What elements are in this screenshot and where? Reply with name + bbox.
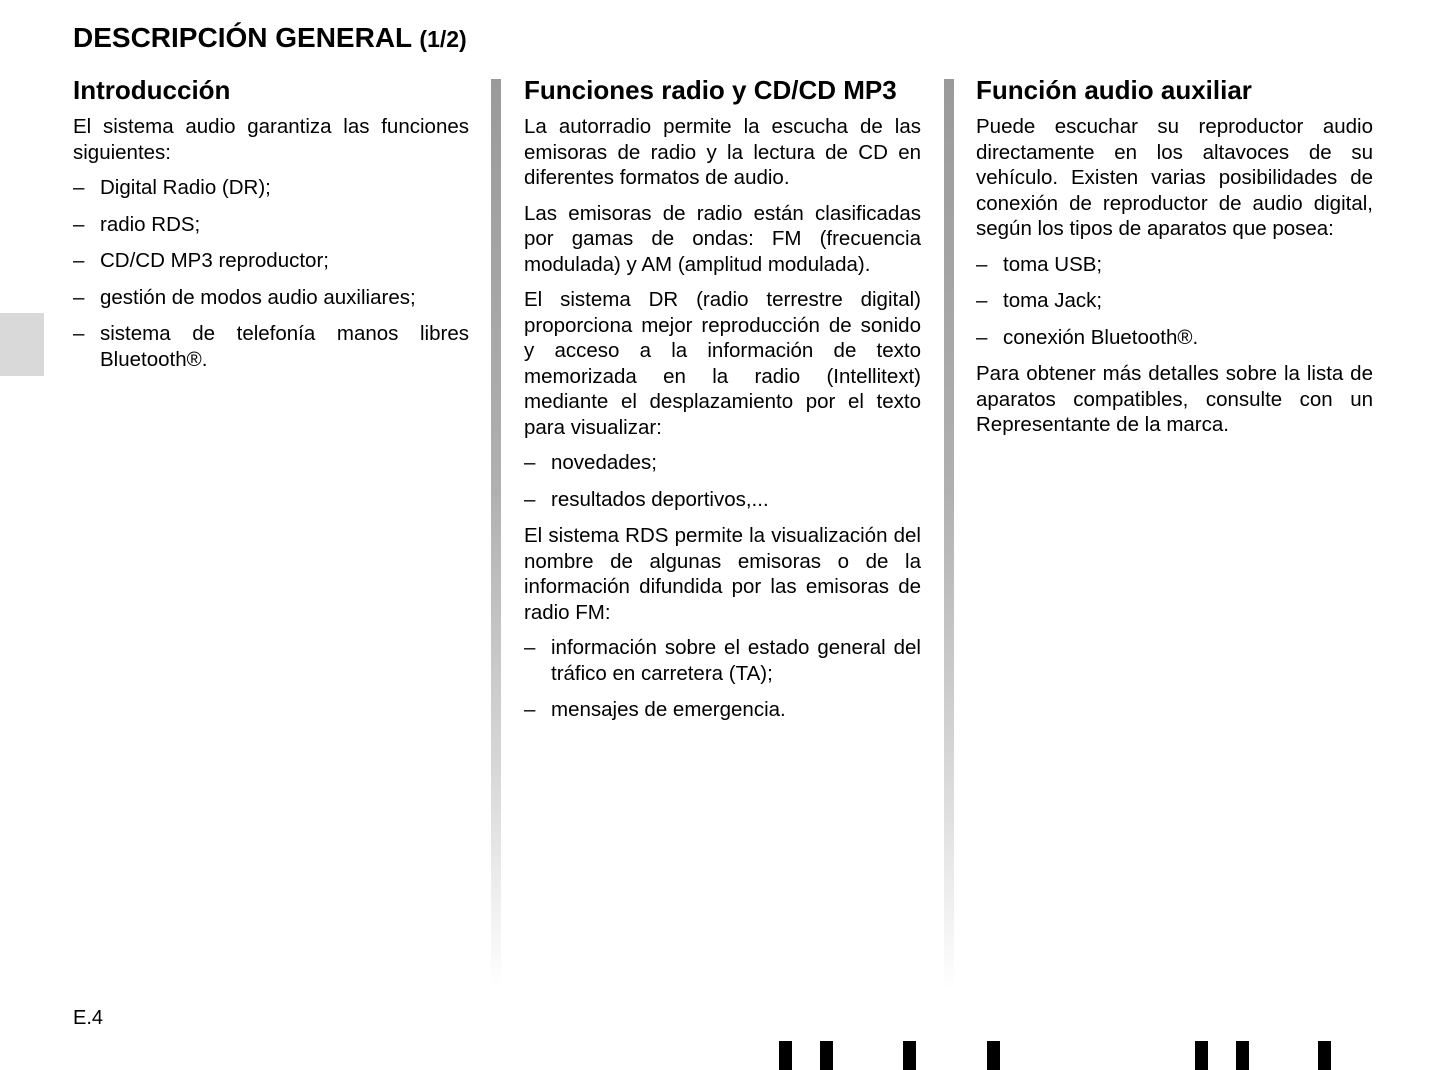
list-item: – radio RDS;: [73, 212, 469, 238]
registration-mark: [903, 1041, 916, 1070]
list-item: – mensajes de emergencia.: [524, 697, 921, 723]
dr-display-list: [524, 450, 921, 512]
intro-paragraph: El sistema audio garantiza las funciones siguientes:: [73, 115, 469, 164]
registration-mark: [1318, 1041, 1331, 1070]
registration-mark: [1236, 1041, 1249, 1070]
list-item: – Digital Radio (DR);: [73, 175, 469, 201]
page-number: E.4: [73, 1007, 104, 1029]
list-item: – resultados deportivos,...: [524, 487, 921, 513]
section-heading-audio-auxiliar: Función audio auxiliar: [976, 75, 1252, 105]
section-heading-funciones-radio: Funciones radio y CD/CD MP3: [524, 75, 897, 105]
list-item: – CD/CD MP3 reproductor;: [73, 248, 469, 274]
list-item: – toma Jack;: [976, 288, 1373, 314]
column-divider-1: [491, 79, 501, 989]
list-item: – conexión Bluetooth®.: [976, 325, 1373, 351]
rds-info-list: [524, 635, 921, 723]
connection-list: [976, 252, 1373, 351]
column-funciones-radio: [524, 75, 921, 734]
list-item: – información sobre el estado general del tráfico en carretera (TA);: [524, 635, 921, 686]
column-audio-auxiliar: [976, 75, 1373, 448]
paragraph: Para obtener más detalles sobre la lista de aparatos compatibles, consulte con un Representante de la marca.: [976, 362, 1373, 436]
registration-mark: [779, 1041, 792, 1070]
paragraph: Las emisoras de radio están clasificadas por gamas de ondas: FM (frecuencia modulada) y AM (amplitud modulada).: [524, 201, 921, 276]
paragraph: El sistema DR (radio terrestre digital) proporciona mejor reproducción de sonido y acceso a la información de texto memorizada en la radio (Intellitext) mediante el desplazamiento por el texto para visualizar:: [524, 288, 921, 439]
list-item: – sistema de telefonía manos libres Bluetooth®.: [73, 321, 469, 372]
registration-mark: [820, 1041, 833, 1070]
registration-mark: [1195, 1041, 1208, 1070]
section-heading-introduccion: Introducción: [73, 75, 231, 105]
paragraph: La autorradio permite la escucha de las emisoras de radio y la lectura de CD en diferentes formatos de audio.: [524, 115, 921, 189]
list-item: – novedades;: [524, 450, 921, 476]
functions-list: [73, 175, 469, 372]
page-title: [73, 22, 467, 54]
print-registration-marks: [0, 1041, 1445, 1070]
chapter-tab: [0, 313, 44, 376]
paragraph: Puede escuchar su reproductor audio directamente en los altavoces de su vehículo. Existen varias posibilidades de conexión de reproductor de audio digital, según los tipos de aparatos que posea:: [976, 115, 1373, 240]
registration-mark: [987, 1041, 1000, 1070]
list-item: – toma USB;: [976, 252, 1373, 278]
column-introduccion: [73, 75, 469, 383]
paragraph: El sistema RDS permite la visualización del nombre de algunas emisoras o de la información difundida por las emisoras de radio FM:: [524, 524, 921, 624]
page-title-part: (1/2): [419, 26, 467, 52]
list-item: – gestión de modos audio auxiliares;: [73, 285, 469, 311]
column-divider-2: [944, 79, 954, 989]
page-title-text: DESCRIPCIÓN GENERAL: [73, 22, 412, 53]
